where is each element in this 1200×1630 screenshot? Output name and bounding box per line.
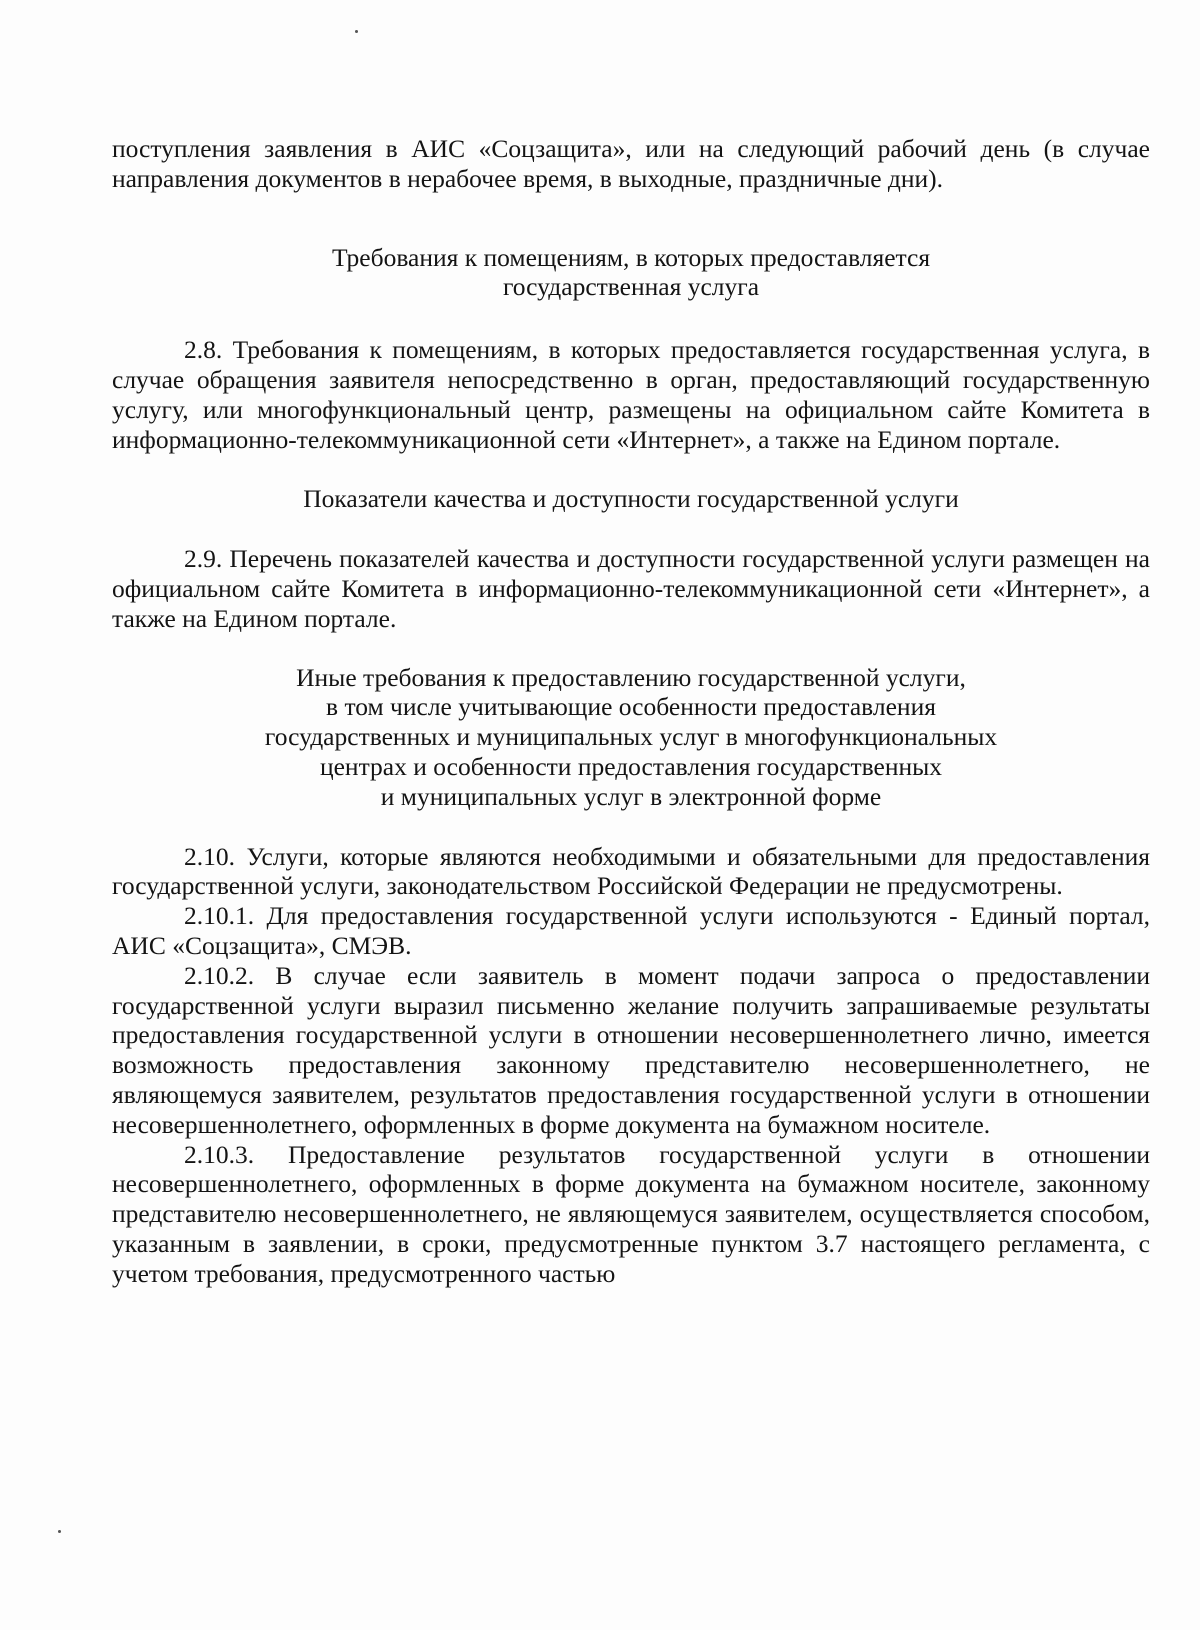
- heading-line: Требования к помещениям, в которых предоставляется: [331, 242, 931, 272]
- paragraph-2-9: 2.9. Перечень показателей качества и доступности государственной услуги размещен на официальном сайте Комитета в информационно-телекоммуникационной сети «Интернет», а также на Едином портале.: [112, 544, 1150, 633]
- heading-line: центрах и особенности предоставления государственных: [319, 751, 943, 781]
- section-heading-quality: [112, 484, 1150, 514]
- heading-line: и муниципальных услуг в электронной форме: [380, 781, 882, 811]
- heading-line: государственных и муниципальных услуг в многофункциональных: [264, 722, 998, 752]
- scan-speck: [58, 1530, 61, 1533]
- heading-line: в том числе учитывающие особенности предоставления: [326, 692, 936, 722]
- paragraph-2-10-2: 2.10.2. В случае если заявитель в момент подачи запроса о предоставлении государственной услуги выразил письменно желание получить запрашиваемые результаты предоставления государственной услуги в отношении несовершеннолетнего лично, имеется возможность предоставления законному представителю несовершеннолетнего, не являющемуся заявителем, результатов предоставления государственной услуги в отношении несовершеннолетнего, оформленных в форме документа на бумажном носителе.: [112, 960, 1150, 1139]
- paragraph-2-10-3: 2.10.3. Предоставление результатов государственной услуги в отношении несовершеннолетнего, оформленных в форме документа на бумажном носителе, законному представителю несовершеннолетнего, не являющемуся заявителем, осуществляется способом, указанным в заявлении, в сроки, предусмотренные пунктом 3.7 настоящего регламента, с учетом требования, предусмотренного частью: [112, 1139, 1150, 1288]
- scan-speck: [355, 30, 358, 33]
- section-heading-premises: [112, 243, 1150, 303]
- document-body: [112, 134, 1150, 1289]
- paragraph-2-10: 2.10. Услуги, которые являются необходимыми и обязательными для предоставления государственной услуги, законодательством Российской Федерации не предусмотрены.: [112, 841, 1150, 901]
- paragraph-intro: поступления заявления в АИС «Соцзащита», или на следующий рабочий день (в случае направления документов в нерабочее время, в выходные, праздничные дни).: [112, 134, 1150, 193]
- paragraph-2-8: 2.8. Требования к помещениям, в которых предоставляется государственная услуга, в случае обращения заявителя непосредственно в орган, предоставляющий государственную услугу, или многофункциональный центр, размещены на официальном сайте Комитета в информационно-телекоммуникационной сети «Интернет», а также на Едином портале.: [112, 335, 1150, 454]
- paragraph-2-10-1: 2.10.1. Для предоставления государственной услуги используются - Единый портал, АИС «Соцзащита», СМЭВ.: [112, 901, 1150, 960]
- section-heading-other-requirements: [112, 663, 1150, 812]
- heading-line: государственная услуга: [502, 272, 760, 302]
- heading-line: Показатели качества и доступности государственной услуги: [303, 484, 959, 514]
- heading-line: Иные требования к предоставлению государственной услуги,: [296, 662, 966, 692]
